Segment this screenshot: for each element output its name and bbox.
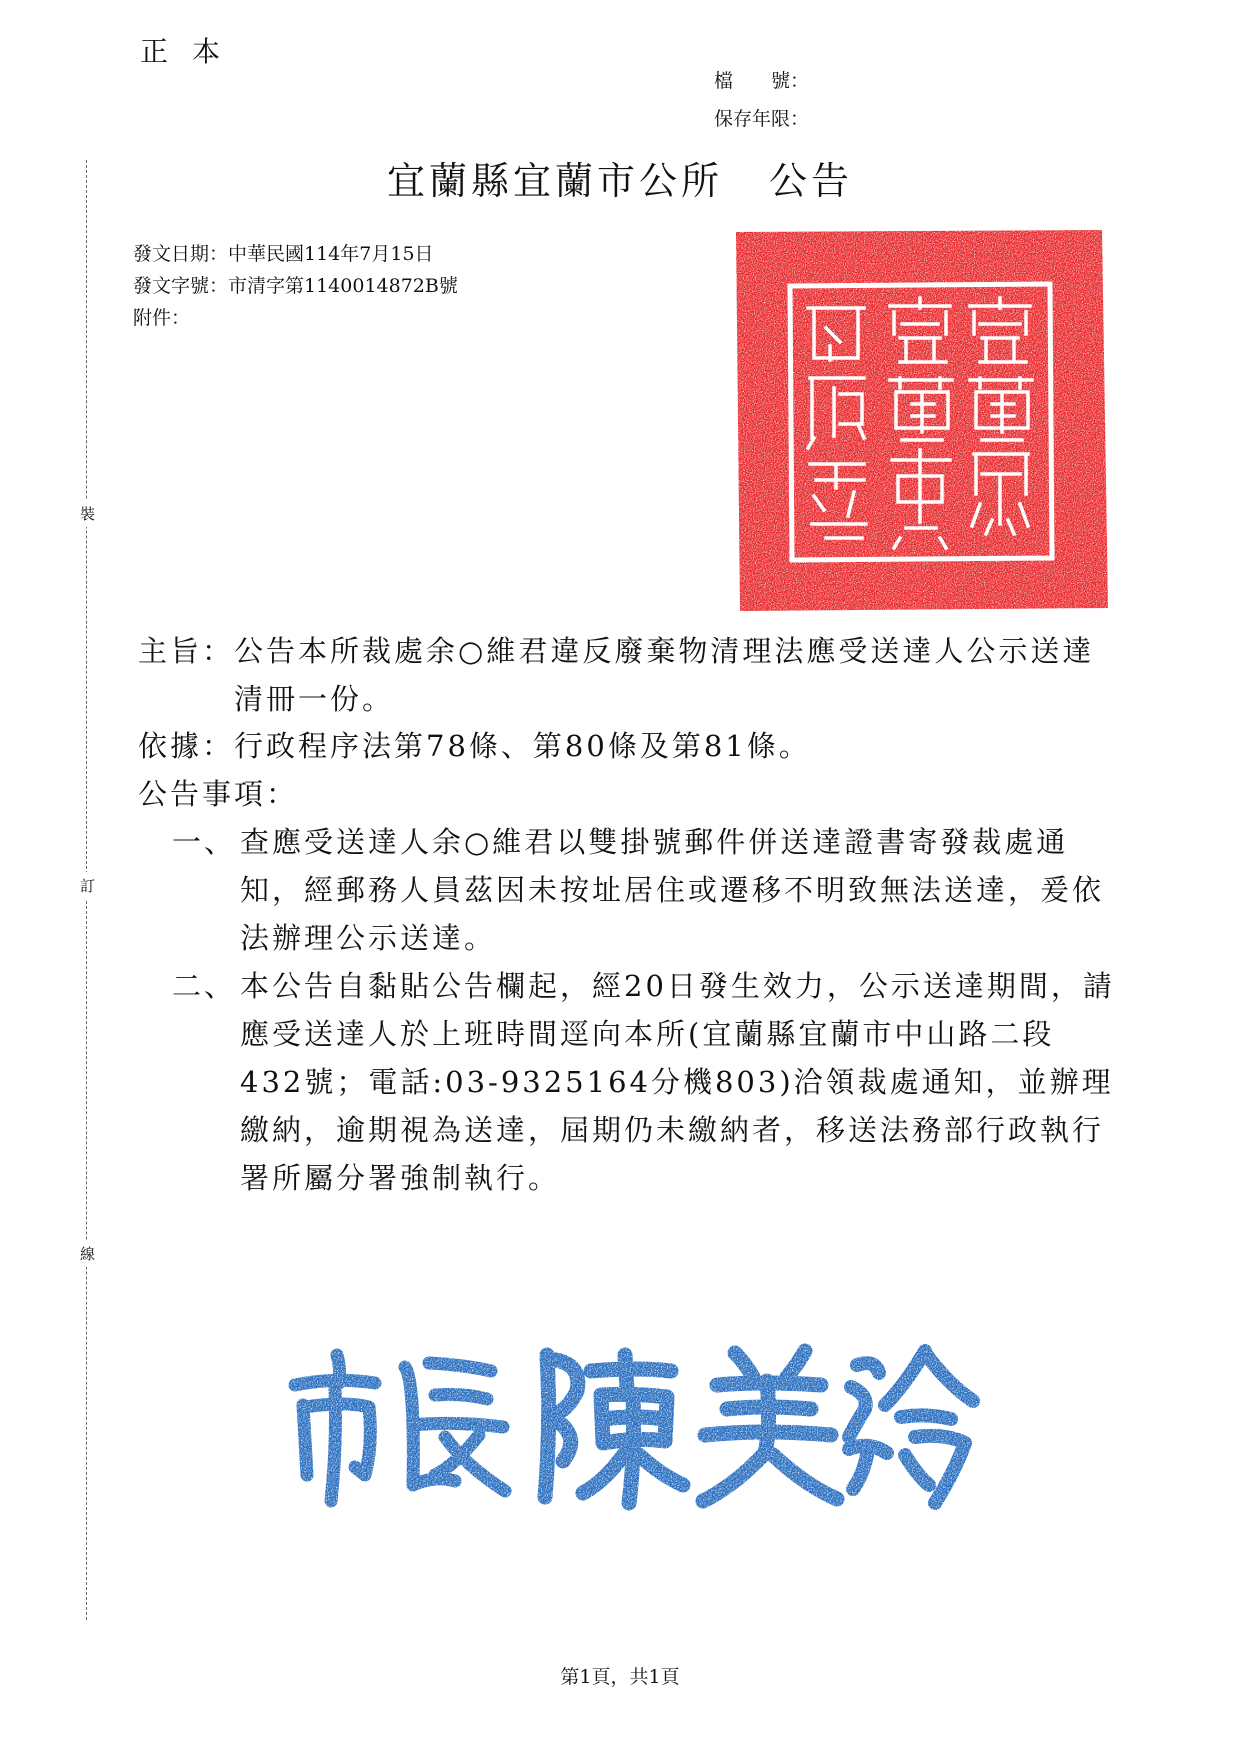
issue-date: 發文日期：中華民國114年7月15日 — [133, 243, 434, 265]
agency-name: 宜蘭縣宜蘭市公所 — [386, 159, 723, 203]
document-title — [0, 150, 1240, 205]
binding-mark-line: 線 — [80, 1240, 95, 1267]
subject-section — [138, 627, 1118, 723]
copy-label: 正本 — [140, 35, 245, 68]
basis-section — [138, 722, 1118, 770]
attachment-label: 附件： — [133, 307, 191, 329]
binding-mark-staple: 訂 — [80, 872, 95, 899]
file-number-label: 檔 號： — [714, 70, 810, 92]
basis-label: 依據： — [138, 729, 235, 763]
binding-mark-bind: 裝 — [80, 500, 95, 527]
notice-item — [172, 818, 1118, 962]
mayor-signature-stamp — [265, 1325, 985, 1515]
notice-item-text: 查應受送達人余○維君以雙掛號郵件併送達證書寄發裁處通知，經郵務人員茲因未按址居住或遷移不明致無法送達，爰依法辦理公示送達。 — [240, 825, 1105, 955]
notice-item-text: 本公告自黏貼公告欄起，經20日發生效力，公示送達期間，請應受送達人於上班時間逕向本所(宜蘭縣宜蘭市中山路二段432號；電話:03-9325164分機803)洽領裁處通知，並辦理繳納，逾期視為送達，屆期仍未繳納者，移送法務部行政執行署所屬分署強制執行。 — [240, 969, 1115, 1195]
signature-glyph — [405, 1363, 505, 1491]
notice-item-number: 二、 — [172, 969, 237, 1003]
document-type: 公告 — [769, 159, 854, 203]
signature-glyph — [545, 1355, 683, 1503]
retention-period-label: 保存年限： — [714, 108, 810, 130]
subject-label: 主旨： — [138, 634, 235, 668]
issue-reference-number: 發文字號：市清字第1140014872B號 — [133, 275, 458, 297]
notice-items-label: 公告事項： — [138, 777, 299, 811]
signature-glyph — [295, 1355, 375, 1501]
official-seal-stamp — [730, 228, 1110, 613]
page-number: 第1頁，共1頁 — [560, 1666, 680, 1688]
notice-item — [172, 962, 1118, 1202]
subject-text: 公告本所裁處余○維君違反廢棄物清理法應受送達人公示送達清冊一份。 — [234, 634, 1095, 716]
signature-glyph — [849, 1351, 973, 1503]
basis-text: 行政程序法第78條、第80條及第81條。 — [234, 729, 811, 763]
notice-item-number: 一、 — [172, 825, 237, 859]
signature-glyph — [703, 1351, 837, 1501]
